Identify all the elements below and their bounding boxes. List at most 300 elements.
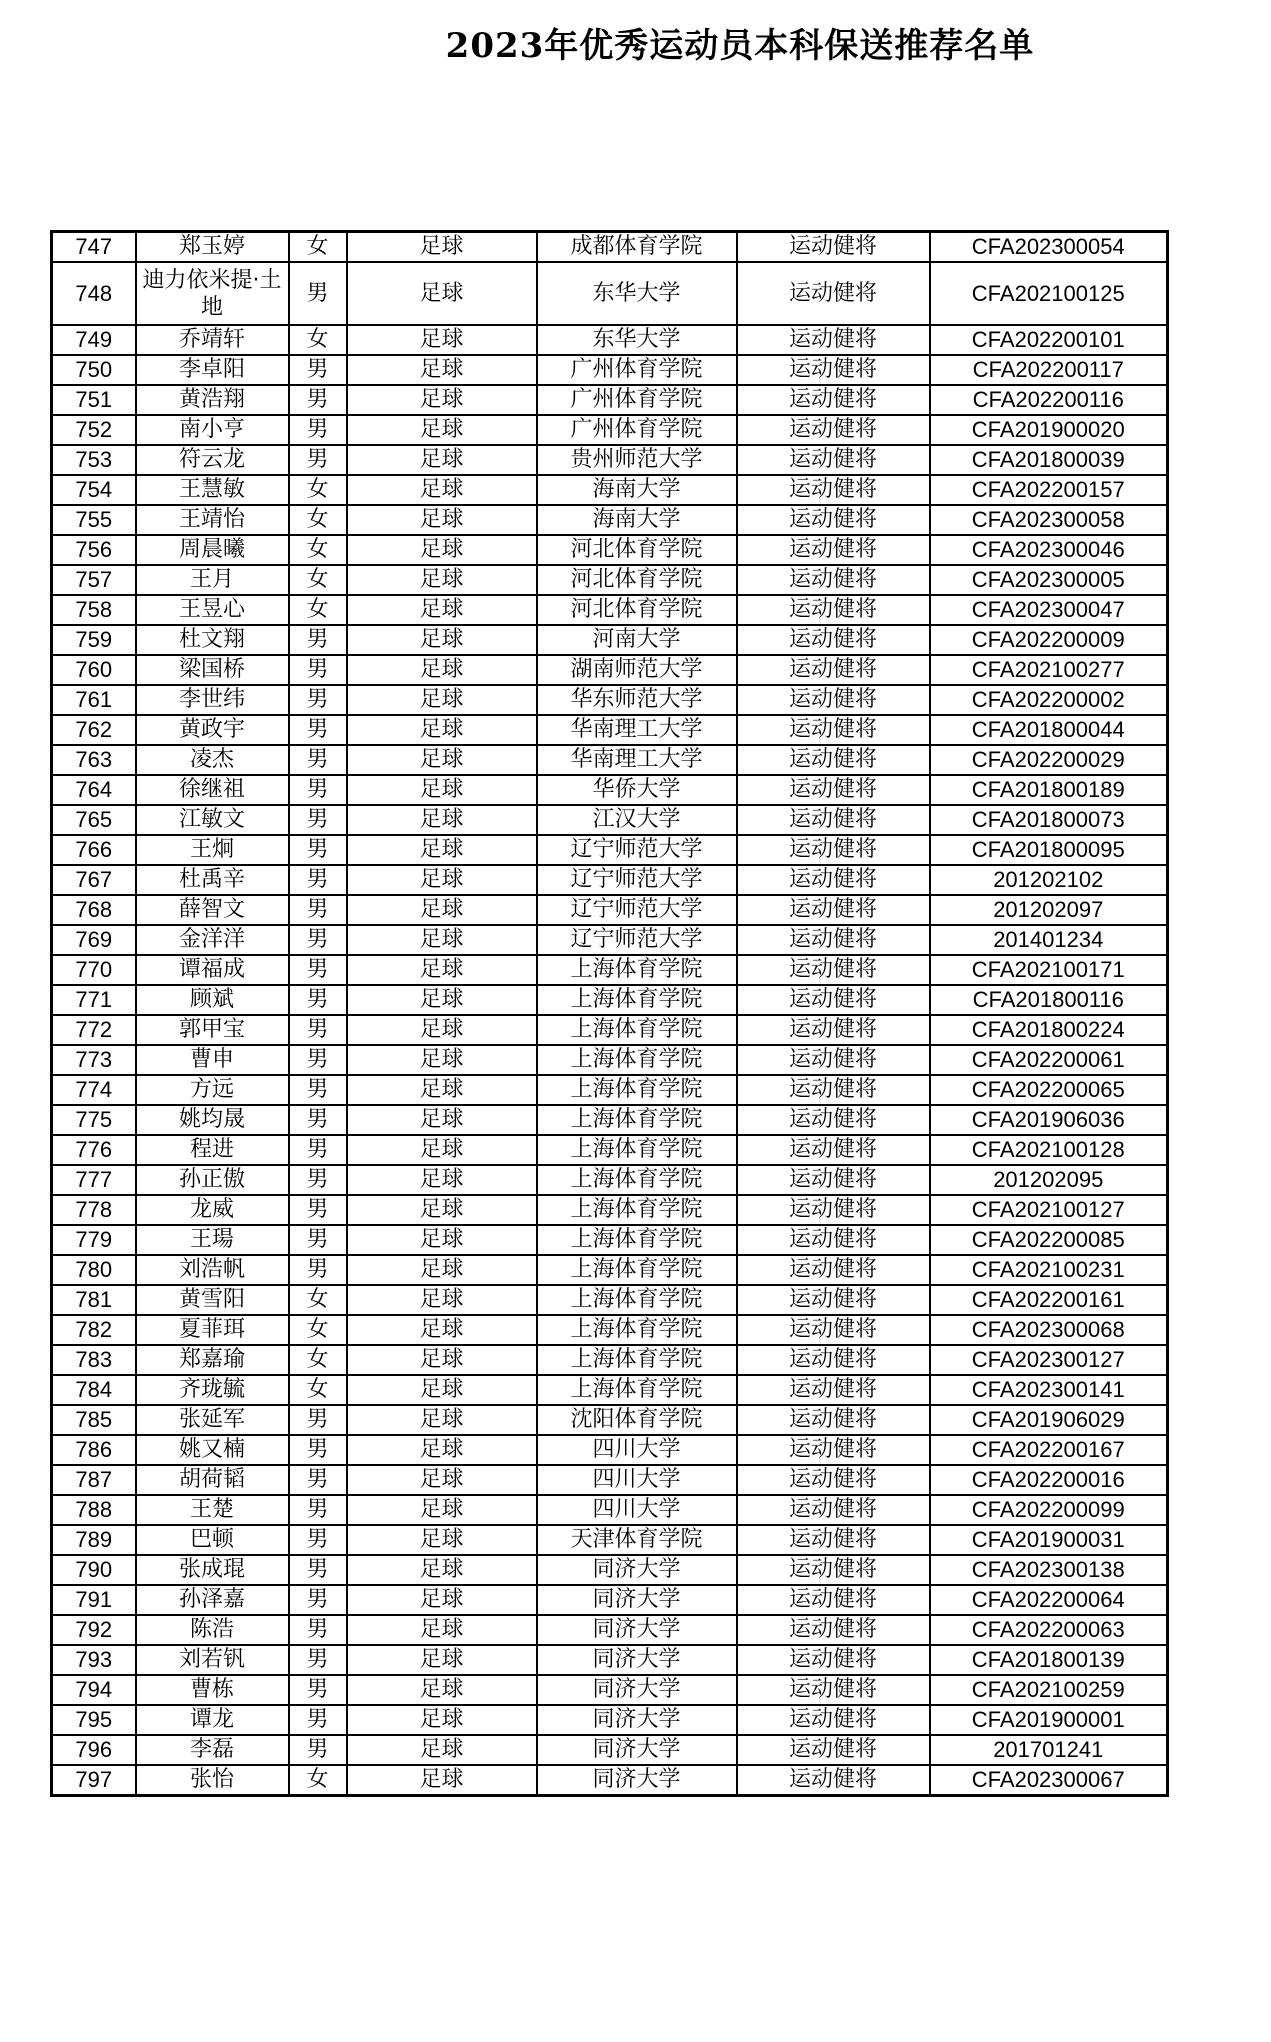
gender-cell: 男	[289, 715, 347, 745]
gender-cell: 男	[289, 685, 347, 715]
school-cell: 上海体育学院	[537, 1045, 737, 1075]
table-row	[52, 805, 1168, 835]
sport-cell: 足球	[347, 1615, 537, 1645]
athlete-name-cell: 谭龙	[136, 1705, 289, 1735]
certificate-number-cell: CFA202100259	[930, 1675, 1168, 1705]
table-row	[52, 1225, 1168, 1255]
table-row	[52, 262, 1168, 325]
row-number-cell: 790	[52, 1555, 136, 1585]
athlete-name-cell: 胡荷韬	[136, 1465, 289, 1495]
level-cell: 运动健将	[737, 1225, 930, 1255]
athlete-name-cell: 李磊	[136, 1735, 289, 1765]
table-row	[52, 955, 1168, 985]
table-row	[52, 1075, 1168, 1105]
level-cell: 运动健将	[737, 385, 930, 415]
gender-cell: 男	[289, 835, 347, 865]
gender-cell: 女	[289, 505, 347, 535]
school-cell: 华南理工大学	[537, 745, 737, 775]
row-number-cell: 779	[52, 1225, 136, 1255]
table-row	[52, 775, 1168, 805]
certificate-number-cell: CFA201800116	[930, 985, 1168, 1015]
athlete-name-cell: 乔靖轩	[136, 325, 289, 355]
sport-cell: 足球	[347, 715, 537, 745]
sport-cell: 足球	[347, 955, 537, 985]
gender-cell: 男	[289, 1225, 347, 1255]
sport-cell: 足球	[347, 1045, 537, 1075]
certificate-number-cell: CFA202300047	[930, 595, 1168, 625]
gender-cell: 男	[289, 985, 347, 1015]
sport-cell: 足球	[347, 625, 537, 655]
certificate-number-cell: CFA201800139	[930, 1645, 1168, 1675]
gender-cell: 男	[289, 1615, 347, 1645]
athlete-name-cell: 刘若钒	[136, 1645, 289, 1675]
table-row	[52, 1015, 1168, 1045]
athlete-name-cell: 曹申	[136, 1045, 289, 1075]
table-row	[52, 1285, 1168, 1315]
level-cell: 运动健将	[737, 715, 930, 745]
gender-cell: 男	[289, 355, 347, 385]
athlete-name-cell: 李世纬	[136, 685, 289, 715]
level-cell: 运动健将	[737, 1195, 930, 1225]
athlete-name-cell: 杜文翔	[136, 625, 289, 655]
school-cell: 沈阳体育学院	[537, 1405, 737, 1435]
table-row	[52, 415, 1168, 445]
gender-cell: 女	[289, 1375, 347, 1405]
level-cell: 运动健将	[737, 1255, 930, 1285]
table-row	[52, 595, 1168, 625]
level-cell: 运动健将	[737, 895, 930, 925]
level-cell: 运动健将	[737, 1015, 930, 1045]
certificate-number-cell: CFA201906029	[930, 1405, 1168, 1435]
row-number-cell: 768	[52, 895, 136, 925]
table-row	[52, 1705, 1168, 1735]
athlete-name-cell: 王慧敏	[136, 475, 289, 505]
row-number-cell: 771	[52, 985, 136, 1015]
sport-cell: 足球	[347, 535, 537, 565]
school-cell: 上海体育学院	[537, 1225, 737, 1255]
athlete-name-cell: 夏菲珥	[136, 1315, 289, 1345]
school-cell: 同济大学	[537, 1765, 737, 1796]
gender-cell: 男	[289, 925, 347, 955]
athlete-name-cell: 王楚	[136, 1495, 289, 1525]
gender-cell: 男	[289, 1465, 347, 1495]
table-row	[52, 1525, 1168, 1555]
level-cell: 运动健将	[737, 1615, 930, 1645]
sport-cell: 足球	[347, 1315, 537, 1345]
row-number-cell: 776	[52, 1135, 136, 1165]
athlete-name-cell: 程进	[136, 1135, 289, 1165]
athlete-name-cell: 周晨曦	[136, 535, 289, 565]
school-cell: 海南大学	[537, 475, 737, 505]
row-number-cell: 778	[52, 1195, 136, 1225]
row-number-cell: 752	[52, 415, 136, 445]
sport-cell: 足球	[347, 1195, 537, 1225]
table-row	[52, 1585, 1168, 1615]
level-cell: 运动健将	[737, 415, 930, 445]
certificate-number-cell: CFA201800095	[930, 835, 1168, 865]
athlete-name-cell: 姚均晟	[136, 1105, 289, 1135]
athlete-name-cell: 黄政宇	[136, 715, 289, 745]
school-cell: 同济大学	[537, 1555, 737, 1585]
row-number-cell: 791	[52, 1585, 136, 1615]
row-number-cell: 769	[52, 925, 136, 955]
gender-cell: 女	[289, 535, 347, 565]
sport-cell: 足球	[347, 775, 537, 805]
certificate-number-cell: CFA202300141	[930, 1375, 1168, 1405]
certificate-number-cell: CFA202100125	[930, 262, 1168, 325]
level-cell: 运动健将	[737, 1375, 930, 1405]
level-cell: 运动健将	[737, 535, 930, 565]
certificate-number-cell: CFA202200167	[930, 1435, 1168, 1465]
certificate-number-cell: CFA201900001	[930, 1705, 1168, 1735]
school-cell: 上海体育学院	[537, 955, 737, 985]
sport-cell: 足球	[347, 415, 537, 445]
school-cell: 东华大学	[537, 325, 737, 355]
certificate-number-cell: 201202102	[930, 865, 1168, 895]
school-cell: 华东师范大学	[537, 685, 737, 715]
certificate-number-cell: CFA201800073	[930, 805, 1168, 835]
sport-cell: 足球	[347, 595, 537, 625]
recommendation-table	[50, 230, 1169, 1797]
table-body	[52, 232, 1168, 1796]
level-cell: 运动健将	[737, 1435, 930, 1465]
gender-cell: 男	[289, 1045, 347, 1075]
row-number-cell: 750	[52, 355, 136, 385]
sport-cell: 足球	[347, 895, 537, 925]
sport-cell: 足球	[347, 1525, 537, 1555]
athlete-name-cell: 顾斌	[136, 985, 289, 1015]
table-row	[52, 505, 1168, 535]
certificate-number-cell: CFA202200016	[930, 1465, 1168, 1495]
sport-cell: 足球	[347, 1735, 537, 1765]
level-cell: 运动健将	[737, 775, 930, 805]
table-row	[52, 385, 1168, 415]
table-row	[52, 1555, 1168, 1585]
certificate-number-cell: CFA202300054	[930, 232, 1168, 263]
gender-cell: 男	[289, 1525, 347, 1555]
gender-cell: 男	[289, 775, 347, 805]
certificate-number-cell: CFA202100171	[930, 955, 1168, 985]
certificate-number-cell: CFA202100127	[930, 1195, 1168, 1225]
athlete-name-cell: 李卓阳	[136, 355, 289, 385]
sport-cell: 足球	[347, 1375, 537, 1405]
table-row	[52, 1405, 1168, 1435]
level-cell: 运动健将	[737, 1405, 930, 1435]
row-number-cell: 783	[52, 1345, 136, 1375]
row-number-cell: 793	[52, 1645, 136, 1675]
level-cell: 运动健将	[737, 1315, 930, 1345]
athlete-name-cell: 符云龙	[136, 445, 289, 475]
sport-cell: 足球	[347, 1555, 537, 1585]
level-cell: 运动健将	[737, 1495, 930, 1525]
school-cell: 辽宁师范大学	[537, 895, 737, 925]
school-cell: 四川大学	[537, 1495, 737, 1525]
level-cell: 运动健将	[737, 565, 930, 595]
sport-cell: 足球	[347, 445, 537, 475]
level-cell: 运动健将	[737, 1645, 930, 1675]
school-cell: 上海体育学院	[537, 1165, 737, 1195]
sport-cell: 足球	[347, 685, 537, 715]
level-cell: 运动健将	[737, 1105, 930, 1135]
table-row	[52, 895, 1168, 925]
table-row	[52, 745, 1168, 775]
gender-cell: 女	[289, 475, 347, 505]
school-cell: 同济大学	[537, 1615, 737, 1645]
table-row	[52, 925, 1168, 955]
table-row	[52, 1135, 1168, 1165]
sport-cell: 足球	[347, 805, 537, 835]
gender-cell: 男	[289, 1075, 347, 1105]
certificate-number-cell: CFA202200116	[930, 385, 1168, 415]
school-cell: 辽宁师范大学	[537, 835, 737, 865]
sport-cell: 足球	[347, 835, 537, 865]
gender-cell: 女	[289, 232, 347, 263]
sport-cell: 足球	[347, 325, 537, 355]
sport-cell: 足球	[347, 655, 537, 685]
sport-cell: 足球	[347, 1105, 537, 1135]
certificate-number-cell: CFA202100231	[930, 1255, 1168, 1285]
sport-cell: 足球	[347, 505, 537, 535]
sport-cell: 足球	[347, 1435, 537, 1465]
table-row	[52, 325, 1168, 355]
row-number-cell: 777	[52, 1165, 136, 1195]
sport-cell: 足球	[347, 1675, 537, 1705]
table-row	[52, 1615, 1168, 1645]
gender-cell: 女	[289, 1285, 347, 1315]
row-number-cell: 747	[52, 232, 136, 263]
table-row	[52, 355, 1168, 385]
school-cell: 湖南师范大学	[537, 655, 737, 685]
level-cell: 运动健将	[737, 1765, 930, 1796]
school-cell: 辽宁师范大学	[537, 925, 737, 955]
certificate-number-cell: CFA202200157	[930, 475, 1168, 505]
school-cell: 河北体育学院	[537, 535, 737, 565]
sport-cell: 足球	[347, 1495, 537, 1525]
table-row	[52, 565, 1168, 595]
athlete-name-cell: 张延军	[136, 1405, 289, 1435]
certificate-number-cell: 201701241	[930, 1735, 1168, 1765]
level-cell: 运动健将	[737, 475, 930, 505]
table-row	[52, 1645, 1168, 1675]
row-number-cell: 754	[52, 475, 136, 505]
sport-cell: 足球	[347, 355, 537, 385]
level-cell: 运动健将	[737, 1735, 930, 1765]
level-cell: 运动健将	[737, 1165, 930, 1195]
certificate-number-cell: CFA202200161	[930, 1285, 1168, 1315]
row-number-cell: 787	[52, 1465, 136, 1495]
school-cell: 四川大学	[537, 1435, 737, 1465]
row-number-cell: 772	[52, 1015, 136, 1045]
sport-cell: 足球	[347, 1135, 537, 1165]
sport-cell: 足球	[347, 745, 537, 775]
school-cell: 同济大学	[537, 1705, 737, 1735]
certificate-number-cell: CFA202200029	[930, 745, 1168, 775]
athlete-name-cell: 杜禹辛	[136, 865, 289, 895]
row-number-cell: 757	[52, 565, 136, 595]
level-cell: 运动健将	[737, 505, 930, 535]
gender-cell: 女	[289, 595, 347, 625]
school-cell: 华南理工大学	[537, 715, 737, 745]
certificate-number-cell: CFA202300127	[930, 1345, 1168, 1375]
athlete-name-cell: 张成琨	[136, 1555, 289, 1585]
athlete-name-cell: 梁国桥	[136, 655, 289, 685]
athlete-name-cell: 江敏文	[136, 805, 289, 835]
table-row	[52, 985, 1168, 1015]
row-number-cell: 795	[52, 1705, 136, 1735]
certificate-number-cell: CFA202200085	[930, 1225, 1168, 1255]
athlete-name-cell: 刘浩帆	[136, 1255, 289, 1285]
gender-cell: 女	[289, 1765, 347, 1796]
athlete-name-cell: 徐继祖	[136, 775, 289, 805]
certificate-number-cell: CFA202100128	[930, 1135, 1168, 1165]
certificate-number-cell: 201401234	[930, 925, 1168, 955]
school-cell: 上海体育学院	[537, 1285, 737, 1315]
school-cell: 江汉大学	[537, 805, 737, 835]
sport-cell: 足球	[347, 1225, 537, 1255]
sport-cell: 足球	[347, 1285, 537, 1315]
school-cell: 上海体育学院	[537, 1105, 737, 1135]
certificate-number-cell: 201202095	[930, 1165, 1168, 1195]
school-cell: 上海体育学院	[537, 1375, 737, 1405]
certificate-number-cell: CFA202300046	[930, 535, 1168, 565]
school-cell: 上海体育学院	[537, 1345, 737, 1375]
gender-cell: 女	[289, 1315, 347, 1345]
certificate-number-cell: CFA201906036	[930, 1105, 1168, 1135]
sport-cell: 足球	[347, 1585, 537, 1615]
table-row	[52, 625, 1168, 655]
row-number-cell: 761	[52, 685, 136, 715]
athlete-name-cell: 凌杰	[136, 745, 289, 775]
certificate-number-cell: CFA202200009	[930, 625, 1168, 655]
athlete-name-cell: 金洋洋	[136, 925, 289, 955]
school-cell: 河北体育学院	[537, 595, 737, 625]
level-cell: 运动健将	[737, 985, 930, 1015]
sport-cell: 足球	[347, 1255, 537, 1285]
row-number-cell: 759	[52, 625, 136, 655]
certificate-number-cell: CFA201800044	[930, 715, 1168, 745]
level-cell: 运动健将	[737, 1555, 930, 1585]
school-cell: 上海体育学院	[537, 1135, 737, 1165]
table-row	[52, 715, 1168, 745]
gender-cell: 男	[289, 1105, 347, 1135]
school-cell: 东华大学	[537, 262, 737, 325]
level-cell: 运动健将	[737, 1705, 930, 1735]
school-cell: 上海体育学院	[537, 1315, 737, 1345]
certificate-number-cell: CFA202200064	[930, 1585, 1168, 1615]
gender-cell: 女	[289, 565, 347, 595]
sport-cell: 足球	[347, 925, 537, 955]
sport-cell: 足球	[347, 1465, 537, 1495]
gender-cell: 男	[289, 1735, 347, 1765]
row-number-cell: 753	[52, 445, 136, 475]
athlete-name-cell: 齐珑毓	[136, 1375, 289, 1405]
row-number-cell: 796	[52, 1735, 136, 1765]
athlete-name-cell: 孙泽嘉	[136, 1585, 289, 1615]
sport-cell: 足球	[347, 1405, 537, 1435]
row-number-cell: 774	[52, 1075, 136, 1105]
table-row	[52, 1435, 1168, 1465]
level-cell: 运动健将	[737, 955, 930, 985]
school-cell: 同济大学	[537, 1735, 737, 1765]
school-cell: 同济大学	[537, 1675, 737, 1705]
row-number-cell: 767	[52, 865, 136, 895]
school-cell: 同济大学	[537, 1585, 737, 1615]
row-number-cell: 748	[52, 262, 136, 325]
athlete-name-cell: 孙正傲	[136, 1165, 289, 1195]
level-cell: 运动健将	[737, 865, 930, 895]
row-number-cell: 762	[52, 715, 136, 745]
document-title: 2023年优秀运动员本科保送推荐名单	[445, 26, 1035, 66]
school-cell: 四川大学	[537, 1465, 737, 1495]
row-number-cell: 784	[52, 1375, 136, 1405]
row-number-cell: 763	[52, 745, 136, 775]
sport-cell: 足球	[347, 565, 537, 595]
row-number-cell: 785	[52, 1405, 136, 1435]
level-cell: 运动健将	[737, 595, 930, 625]
gender-cell: 男	[289, 262, 347, 325]
level-cell: 运动健将	[737, 805, 930, 835]
school-cell: 上海体育学院	[537, 1015, 737, 1045]
athlete-name-cell: 王月	[136, 565, 289, 595]
row-number-cell: 764	[52, 775, 136, 805]
certificate-number-cell: CFA201800224	[930, 1015, 1168, 1045]
gender-cell: 男	[289, 1705, 347, 1735]
level-cell: 运动健将	[737, 1075, 930, 1105]
row-number-cell: 766	[52, 835, 136, 865]
sport-cell: 足球	[347, 1645, 537, 1675]
row-number-cell: 797	[52, 1765, 136, 1796]
certificate-number-cell: CFA202200101	[930, 325, 1168, 355]
row-number-cell: 751	[52, 385, 136, 415]
certificate-number-cell: CFA202300058	[930, 505, 1168, 535]
level-cell: 运动健将	[737, 655, 930, 685]
row-number-cell: 756	[52, 535, 136, 565]
school-cell: 天津体育学院	[537, 1525, 737, 1555]
athlete-name-cell: 巴顿	[136, 1525, 289, 1555]
school-cell: 广州体育学院	[537, 385, 737, 415]
row-number-cell: 758	[52, 595, 136, 625]
table-row	[52, 865, 1168, 895]
sport-cell: 足球	[347, 865, 537, 895]
athlete-name-cell: 王靖怡	[136, 505, 289, 535]
certificate-number-cell: CFA202200061	[930, 1045, 1168, 1075]
sport-cell: 足球	[347, 475, 537, 505]
athlete-name-cell: 迪力依米提·土地	[136, 262, 289, 325]
gender-cell: 女	[289, 1345, 347, 1375]
row-number-cell: 760	[52, 655, 136, 685]
level-cell: 运动健将	[737, 925, 930, 955]
school-cell: 上海体育学院	[537, 1255, 737, 1285]
row-number-cell: 770	[52, 955, 136, 985]
table-row	[52, 1465, 1168, 1495]
level-cell: 运动健将	[737, 1345, 930, 1375]
level-cell: 运动健将	[737, 445, 930, 475]
athlete-name-cell: 陈浩	[136, 1615, 289, 1645]
level-cell: 运动健将	[737, 1045, 930, 1075]
athlete-name-cell: 龙威	[136, 1195, 289, 1225]
row-number-cell: 765	[52, 805, 136, 835]
gender-cell: 男	[289, 955, 347, 985]
level-cell: 运动健将	[737, 1465, 930, 1495]
level-cell: 运动健将	[737, 1135, 930, 1165]
level-cell: 运动健将	[737, 1285, 930, 1315]
athlete-name-cell: 郑嘉瑜	[136, 1345, 289, 1375]
level-cell: 运动健将	[737, 835, 930, 865]
certificate-number-cell: CFA202200063	[930, 1615, 1168, 1645]
gender-cell: 男	[289, 1255, 347, 1285]
row-number-cell: 788	[52, 1495, 136, 1525]
sport-cell: 足球	[347, 1765, 537, 1796]
